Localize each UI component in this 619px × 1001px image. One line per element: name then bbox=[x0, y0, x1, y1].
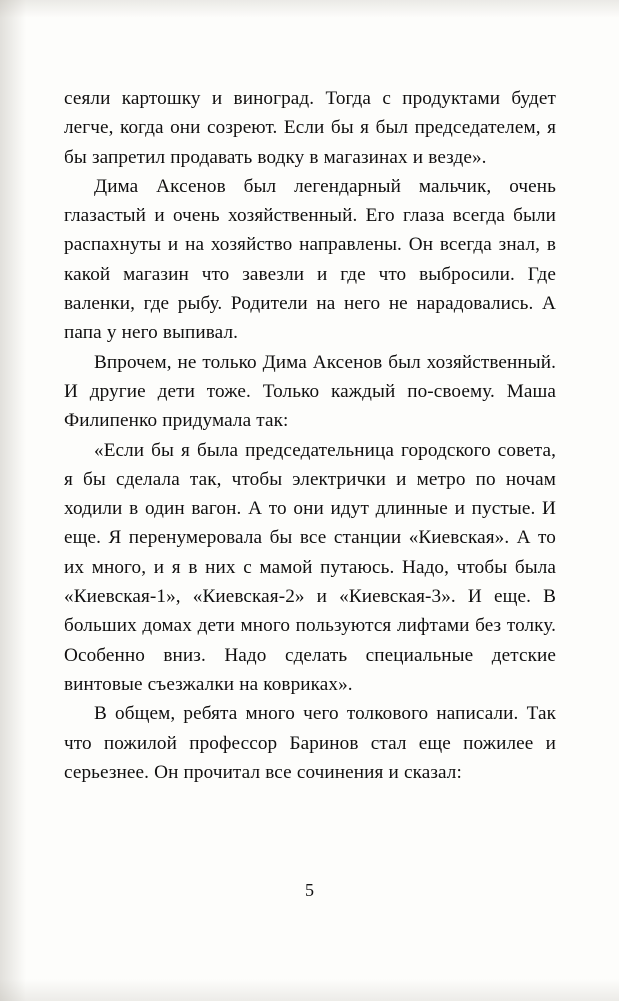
paragraph-2: Дима Аксенов был легендарный мальчик, очень глазастый и очень хозяйственный. Его глаза всегда были распахнуты и на хозяйство направлены. Он всегда знал, в какой магазин что завезли и где что выбросили. Где валенки, где рыбу. Родители на него не нарадовались. А папа у него выпивал. bbox=[64, 175, 556, 344]
paragraph-4: «Если бы я была председательница городского совета, я бы сделала так, чтобы электрички и метро по ночам ходили в один вагон. А то они идут длинные и пустые. И еще. Я перенумеровала бы все станции «Киевская». А то их много, и я в них с мамой путаюсь. Надо, чтобы была «Киевская-1», «Киевская-2» и «Киевская-3». И еще. В больших домах дети много пользуются лифтами без толку. Особенно вниз. Надо сделать специальные детские винтовые съезжалки на ковриках». bbox=[64, 439, 556, 695]
paragraph-5: В общем, ребята много чего толкового написали. Так что пожилой профессор Баринов стал еще пожилее и серьезнее. Он прочитал все сочинения и сказал: bbox=[64, 703, 556, 783]
body-text-column bbox=[64, 84, 556, 787]
page-bottom-shadow bbox=[0, 979, 619, 1001]
paragraph-3: Впрочем, не только Дима Аксенов был хозяйственный. И другие дети тоже. Только каждый по-своему. Маша Филипенко придумала так: bbox=[64, 351, 556, 432]
page-top-shadow bbox=[0, 0, 619, 18]
page-gutter-shadow bbox=[0, 0, 26, 1001]
page-number: 5 bbox=[305, 880, 314, 900]
paragraph-1: сеяли картошку и виноград. Тогда с продуктами будет легче, когда они созреют. Если бы я был председателем, я бы запретил продавать водку в магазинах и везде». bbox=[64, 88, 556, 168]
